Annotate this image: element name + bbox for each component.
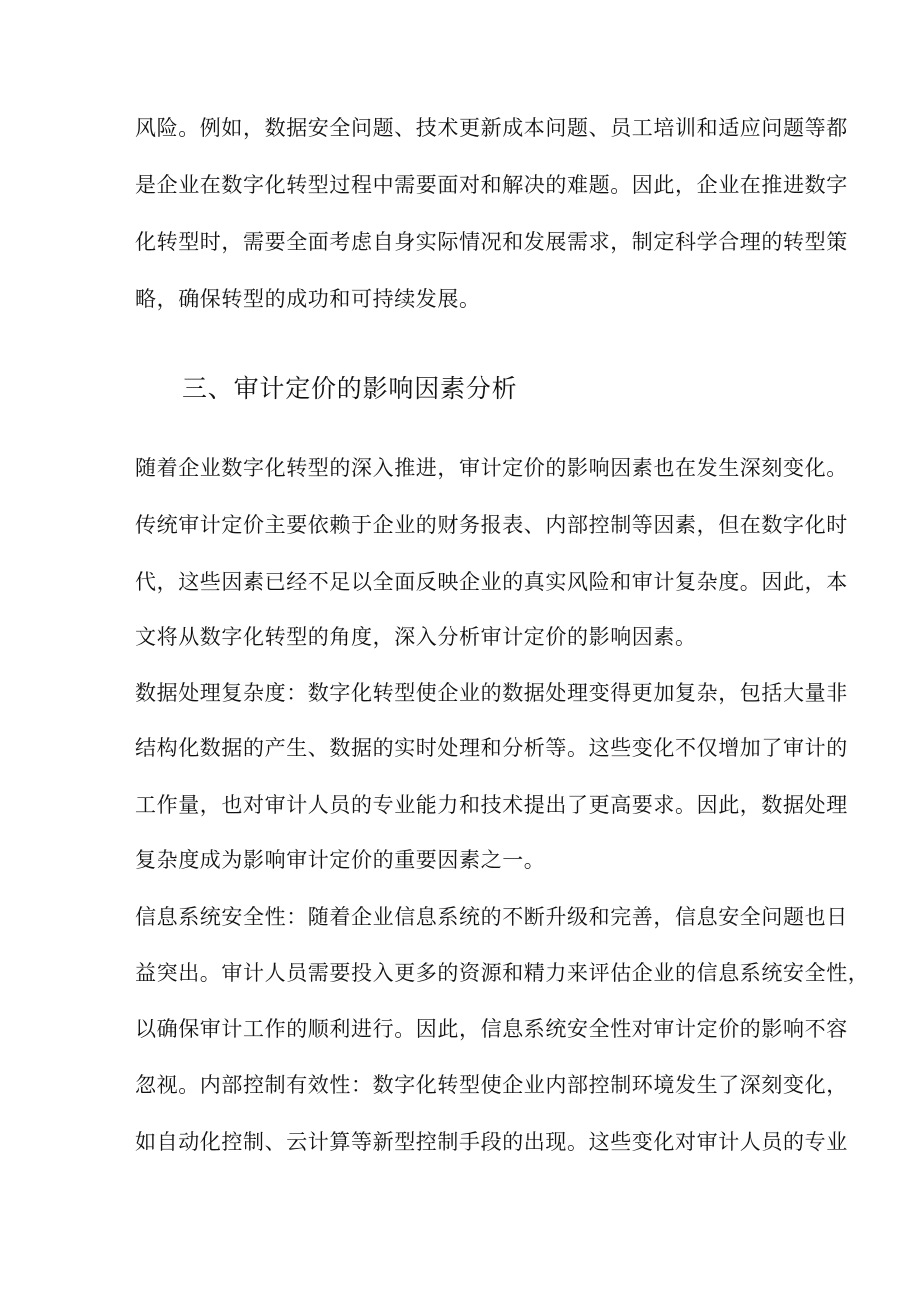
- text-line: 随着企业数字化转型的深入推进，审计定价的影响因素也在发生深刻变化。: [135, 456, 848, 480]
- text-line: 化转型时，需要全面考虑自身实际情况和发展需求，制定科学合理的转型策: [135, 230, 848, 254]
- text-line: 益突出。审计人员需要投入更多的资源和精力来评估企业的信息系统安全性，: [135, 961, 870, 985]
- section-heading: 三、审计定价的影响因素分析: [182, 374, 518, 403]
- text-line: 是企业在数字化转型过程中需要面对和解决的难题。因此，企业在推进数字: [135, 173, 848, 197]
- text-line: 忽视。内部控制有效性：数字化转型使企业内部控制环境发生了深刻变化，: [135, 1073, 848, 1097]
- text-line: 结构化数据的产生、数据的实时处理和分析等。这些变化不仅增加了审计的: [135, 736, 848, 760]
- text-line: 代，这些因素已经不足以全面反映企业的真实风险和审计复杂度。因此，本: [135, 570, 848, 594]
- text-line: 工作量，也对审计人员的专业能力和技术提出了更高要求。因此，数据处理: [135, 793, 848, 817]
- text-line: 数据处理复杂度：数字化转型使企业的数据处理变得更加复杂，包括大量非: [135, 681, 848, 705]
- text-line: 信息系统安全性：随着企业信息系统的不断升级和完善，信息安全问题也日: [135, 905, 848, 929]
- text-line: 以确保审计工作的顺利进行。因此，信息系统安全性对审计定价的影响不容: [135, 1017, 848, 1041]
- text-line: 文将从数字化转型的角度，深入分析审计定价的影响因素。: [135, 625, 697, 649]
- text-line: 传统审计定价主要依赖于企业的财务报表、内部控制等因素，但在数字化时: [135, 513, 848, 537]
- text-line: 风险。例如，数据安全问题、技术更新成本问题、员工培训和适应问题等都: [135, 116, 848, 140]
- text-line: 如自动化控制、云计算等新型控制手段的出现。这些变化对审计人员的专业: [135, 1130, 848, 1154]
- text-line: 略，确保转型的成功和可持续发展。: [135, 287, 481, 311]
- text-line: 复杂度成为影响审计定价的重要因素之一。: [135, 848, 546, 872]
